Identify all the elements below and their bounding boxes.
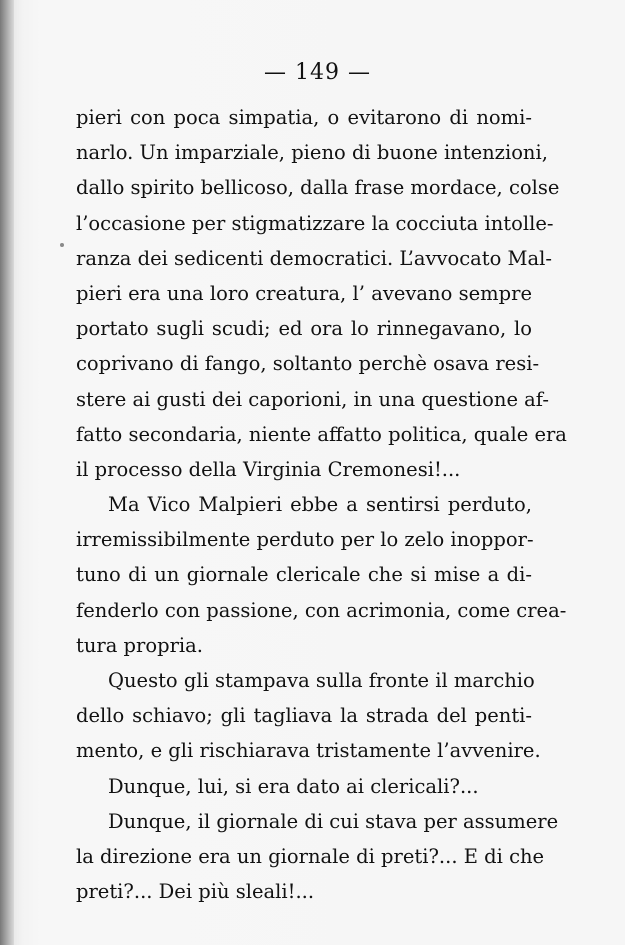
page-body-text bbox=[76, 100, 567, 909]
text-line: Dunque, il giornale di cui stava per assumere bbox=[108, 809, 559, 833]
text-line: coprivano di fango, soltanto perchè osava resi- bbox=[76, 352, 540, 376]
text-line: dallo spirito bellicoso, dalla frase mordace, colse bbox=[76, 176, 560, 200]
text-line: Questo gli stampava sulla fronte il marchio bbox=[108, 669, 535, 692]
text-line: preti?... Dei più sleali!... bbox=[76, 880, 315, 904]
text-line: la direzione era un giornale di preti?... E di che bbox=[76, 844, 545, 868]
text-line: mento, e gli rischiarava tristamente l’avvenire. bbox=[76, 739, 541, 763]
text-line: fenderlo con passione, con acrimonia, come crea- bbox=[76, 598, 567, 622]
text-line: il processo della Virginia Cremonesi!... bbox=[76, 457, 461, 481]
text-line: pieri con poca simpatia, o evitarono di nomi- bbox=[76, 106, 532, 129]
text-line: l’occasione per stigmatizzare la cocciuta intolle- bbox=[76, 211, 554, 235]
text-line: portato sugli scudi; ed ora lo rinnegavano, lo bbox=[76, 317, 532, 341]
text-line: stere ai gusti dei caporioni, in una questione af- bbox=[76, 387, 549, 411]
text-line: irremissibilmente perduto per lo zelo inoppor- bbox=[76, 528, 534, 552]
text-line: ranza dei sedicenti democratici. L’avvocato Mal- bbox=[76, 246, 552, 270]
text-line: Dunque, lui, si era dato ai clericali?... bbox=[108, 774, 479, 798]
text-line: Ma Vico Malpieri ebbe a sentirsi perduto, bbox=[108, 493, 532, 517]
page-number: — 149 — bbox=[264, 60, 371, 85]
ink-speck bbox=[60, 243, 64, 247]
text-line: tura propria. bbox=[76, 633, 203, 657]
text-line: dello schiavo; gli tagliava la strada del penti- bbox=[76, 704, 532, 728]
page-spine-shadow bbox=[0, 0, 14, 945]
text-line: pieri era una loro creatura, l’ avevano sempre bbox=[76, 281, 532, 305]
text-line: narlo. Un imparziale, pieno di buone intenzioni, bbox=[76, 141, 548, 165]
text-line: tuno di un giornale clericale che si mise a di- bbox=[76, 563, 532, 587]
text-line: fatto secondaria, niente affatto politica, quale era bbox=[76, 422, 567, 446]
